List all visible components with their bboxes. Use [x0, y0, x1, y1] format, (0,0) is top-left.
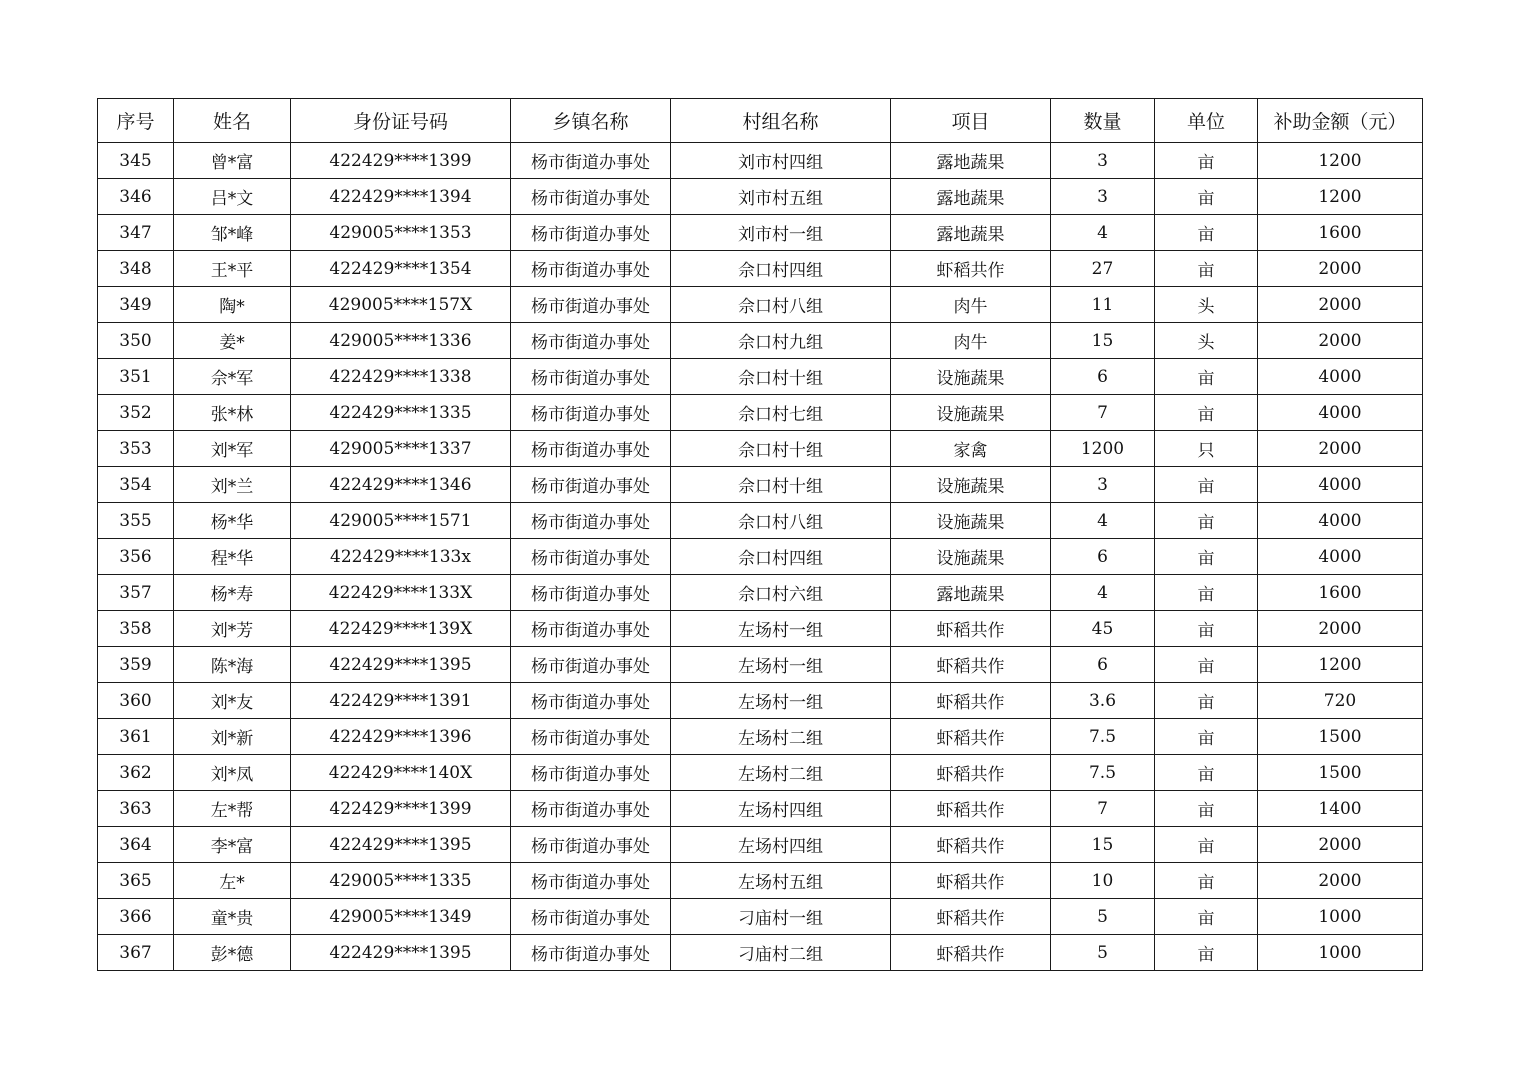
cell-unit: 亩 — [1155, 575, 1258, 611]
cell-subsidy-amount: 2000 — [1258, 287, 1423, 323]
table-row — [98, 179, 1423, 215]
cell-unit: 亩 — [1155, 215, 1258, 251]
cell-town: 杨市街道办事处 — [511, 539, 671, 575]
table-row — [98, 719, 1423, 755]
cell-subsidy-amount: 2000 — [1258, 431, 1423, 467]
cell-id-number: 422429****1354 — [291, 251, 511, 287]
cell-subsidy-amount: 4000 — [1258, 539, 1423, 575]
header-subsidy-amount: 补助金额（元） — [1258, 99, 1423, 143]
cell-village-group: 刘市村一组 — [671, 215, 891, 251]
cell-town: 杨市街道办事处 — [511, 251, 671, 287]
cell-id-number: 422429****133X — [291, 575, 511, 611]
cell-seq: 359 — [98, 647, 174, 683]
cell-village-group: 左场村一组 — [671, 647, 891, 683]
cell-name: 程*华 — [174, 539, 291, 575]
cell-village-group: 佘口村十组 — [671, 467, 891, 503]
cell-seq: 346 — [98, 179, 174, 215]
cell-project: 虾稻共作 — [891, 755, 1051, 791]
cell-id-number: 422429****1399 — [291, 791, 511, 827]
cell-subsidy-amount: 2000 — [1258, 251, 1423, 287]
cell-project: 虾稻共作 — [891, 935, 1051, 971]
table-row — [98, 251, 1423, 287]
cell-town: 杨市街道办事处 — [511, 215, 671, 251]
cell-id-number: 429005****1353 — [291, 215, 511, 251]
header-project: 项目 — [891, 99, 1051, 143]
cell-id-number: 429005****157X — [291, 287, 511, 323]
cell-name: 张*林 — [174, 395, 291, 431]
cell-town: 杨市街道办事处 — [511, 863, 671, 899]
cell-id-number: 429005****1337 — [291, 431, 511, 467]
cell-unit: 亩 — [1155, 899, 1258, 935]
cell-name: 王*平 — [174, 251, 291, 287]
table-row — [98, 755, 1423, 791]
cell-quantity: 11 — [1051, 287, 1155, 323]
cell-seq: 345 — [98, 143, 174, 179]
cell-project: 虾稻共作 — [891, 863, 1051, 899]
cell-quantity: 4 — [1051, 503, 1155, 539]
header-village-group: 村组名称 — [671, 99, 891, 143]
cell-unit: 亩 — [1155, 251, 1258, 287]
cell-town: 杨市街道办事处 — [511, 827, 671, 863]
cell-seq: 354 — [98, 467, 174, 503]
cell-project: 设施蔬果 — [891, 395, 1051, 431]
table-row — [98, 215, 1423, 251]
cell-id-number: 422429****1335 — [291, 395, 511, 431]
cell-seq: 366 — [98, 899, 174, 935]
cell-village-group: 左场村二组 — [671, 719, 891, 755]
cell-project: 露地蔬果 — [891, 179, 1051, 215]
table-row — [98, 827, 1423, 863]
cell-unit: 亩 — [1155, 359, 1258, 395]
cell-seq: 363 — [98, 791, 174, 827]
cell-subsidy-amount: 4000 — [1258, 503, 1423, 539]
cell-quantity: 27 — [1051, 251, 1155, 287]
cell-unit: 亩 — [1155, 755, 1258, 791]
cell-village-group: 佘口村八组 — [671, 287, 891, 323]
cell-unit: 亩 — [1155, 791, 1258, 827]
cell-id-number: 429005****1349 — [291, 899, 511, 935]
cell-seq: 352 — [98, 395, 174, 431]
cell-village-group: 佘口村四组 — [671, 539, 891, 575]
cell-town: 杨市街道办事处 — [511, 575, 671, 611]
cell-unit: 亩 — [1155, 395, 1258, 431]
cell-name: 刘*兰 — [174, 467, 291, 503]
cell-quantity: 1200 — [1051, 431, 1155, 467]
cell-seq: 353 — [98, 431, 174, 467]
cell-id-number: 422429****1399 — [291, 143, 511, 179]
cell-unit: 只 — [1155, 431, 1258, 467]
cell-project: 设施蔬果 — [891, 467, 1051, 503]
cell-name: 童*贵 — [174, 899, 291, 935]
header-seq: 序号 — [98, 99, 174, 143]
cell-name: 刘*友 — [174, 683, 291, 719]
cell-village-group: 左场村二组 — [671, 755, 891, 791]
cell-town: 杨市街道办事处 — [511, 899, 671, 935]
table-row — [98, 467, 1423, 503]
cell-unit: 亩 — [1155, 647, 1258, 683]
cell-unit: 亩 — [1155, 179, 1258, 215]
table-row — [98, 395, 1423, 431]
cell-quantity: 7.5 — [1051, 755, 1155, 791]
cell-name: 杨*华 — [174, 503, 291, 539]
cell-unit: 亩 — [1155, 683, 1258, 719]
cell-quantity: 3 — [1051, 467, 1155, 503]
table-row — [98, 575, 1423, 611]
cell-seq: 351 — [98, 359, 174, 395]
cell-unit: 亩 — [1155, 539, 1258, 575]
cell-town: 杨市街道办事处 — [511, 791, 671, 827]
cell-id-number: 422429****1338 — [291, 359, 511, 395]
cell-quantity: 6 — [1051, 539, 1155, 575]
cell-id-number: 422429****139X — [291, 611, 511, 647]
cell-name: 杨*寿 — [174, 575, 291, 611]
cell-seq: 361 — [98, 719, 174, 755]
cell-town: 杨市街道办事处 — [511, 323, 671, 359]
cell-unit: 头 — [1155, 287, 1258, 323]
cell-subsidy-amount: 1000 — [1258, 935, 1423, 971]
cell-id-number: 422429****1396 — [291, 719, 511, 755]
cell-id-number: 422429****1395 — [291, 647, 511, 683]
cell-village-group: 刘市村五组 — [671, 179, 891, 215]
cell-village-group: 左场村四组 — [671, 791, 891, 827]
cell-town: 杨市街道办事处 — [511, 719, 671, 755]
cell-subsidy-amount: 1600 — [1258, 215, 1423, 251]
cell-quantity: 6 — [1051, 647, 1155, 683]
header-unit: 单位 — [1155, 99, 1258, 143]
header-row — [98, 99, 1423, 143]
cell-id-number: 422429****1391 — [291, 683, 511, 719]
cell-project: 设施蔬果 — [891, 503, 1051, 539]
cell-quantity: 4 — [1051, 575, 1155, 611]
table-row — [98, 791, 1423, 827]
table-row — [98, 143, 1423, 179]
cell-seq: 364 — [98, 827, 174, 863]
cell-town: 杨市街道办事处 — [511, 647, 671, 683]
table-row — [98, 611, 1423, 647]
cell-name: 曾*富 — [174, 143, 291, 179]
cell-quantity: 3.6 — [1051, 683, 1155, 719]
cell-village-group: 佘口村四组 — [671, 251, 891, 287]
cell-subsidy-amount: 1200 — [1258, 179, 1423, 215]
cell-id-number: 429005****1571 — [291, 503, 511, 539]
cell-subsidy-amount: 1400 — [1258, 791, 1423, 827]
cell-id-number: 422429****1394 — [291, 179, 511, 215]
cell-project: 虾稻共作 — [891, 647, 1051, 683]
cell-quantity: 7 — [1051, 791, 1155, 827]
cell-seq: 358 — [98, 611, 174, 647]
cell-unit: 头 — [1155, 323, 1258, 359]
cell-village-group: 刁庙村一组 — [671, 899, 891, 935]
cell-id-number: 429005****1335 — [291, 863, 511, 899]
cell-seq: 357 — [98, 575, 174, 611]
cell-project: 家禽 — [891, 431, 1051, 467]
cell-name: 李*富 — [174, 827, 291, 863]
cell-subsidy-amount: 4000 — [1258, 467, 1423, 503]
header-quantity: 数量 — [1051, 99, 1155, 143]
cell-project: 虾稻共作 — [891, 827, 1051, 863]
cell-seq: 365 — [98, 863, 174, 899]
table-row — [98, 935, 1423, 971]
cell-id-number: 422429****1346 — [291, 467, 511, 503]
cell-town: 杨市街道办事处 — [511, 611, 671, 647]
cell-town: 杨市街道办事处 — [511, 755, 671, 791]
cell-town: 杨市街道办事处 — [511, 683, 671, 719]
cell-unit: 亩 — [1155, 719, 1258, 755]
cell-project: 露地蔬果 — [891, 143, 1051, 179]
cell-quantity: 3 — [1051, 143, 1155, 179]
cell-quantity: 10 — [1051, 863, 1155, 899]
cell-quantity: 4 — [1051, 215, 1155, 251]
cell-seq: 349 — [98, 287, 174, 323]
cell-project: 肉牛 — [891, 287, 1051, 323]
cell-subsidy-amount: 1000 — [1258, 899, 1423, 935]
cell-town: 杨市街道办事处 — [511, 143, 671, 179]
cell-project: 露地蔬果 — [891, 215, 1051, 251]
cell-town: 杨市街道办事处 — [511, 287, 671, 323]
cell-town: 杨市街道办事处 — [511, 467, 671, 503]
cell-name: 刘*新 — [174, 719, 291, 755]
table-row — [98, 647, 1423, 683]
cell-quantity: 3 — [1051, 179, 1155, 215]
cell-subsidy-amount: 4000 — [1258, 359, 1423, 395]
table-header — [98, 99, 1423, 143]
cell-project: 虾稻共作 — [891, 719, 1051, 755]
cell-village-group: 佘口村六组 — [671, 575, 891, 611]
cell-seq: 347 — [98, 215, 174, 251]
cell-id-number: 422429****1395 — [291, 827, 511, 863]
cell-project: 虾稻共作 — [891, 791, 1051, 827]
cell-village-group: 佘口村十组 — [671, 359, 891, 395]
cell-subsidy-amount: 1500 — [1258, 755, 1423, 791]
cell-town: 杨市街道办事处 — [511, 395, 671, 431]
cell-quantity: 45 — [1051, 611, 1155, 647]
header-town: 乡镇名称 — [511, 99, 671, 143]
table-row — [98, 899, 1423, 935]
cell-town: 杨市街道办事处 — [511, 935, 671, 971]
cell-unit: 亩 — [1155, 935, 1258, 971]
table-body — [98, 143, 1423, 971]
cell-village-group: 左场村一组 — [671, 611, 891, 647]
cell-project: 露地蔬果 — [891, 575, 1051, 611]
cell-name: 左* — [174, 863, 291, 899]
table-row — [98, 287, 1423, 323]
cell-subsidy-amount: 1200 — [1258, 647, 1423, 683]
cell-unit: 亩 — [1155, 467, 1258, 503]
cell-village-group: 左场村一组 — [671, 683, 891, 719]
cell-town: 杨市街道办事处 — [511, 359, 671, 395]
cell-quantity: 5 — [1051, 899, 1155, 935]
cell-subsidy-amount: 1600 — [1258, 575, 1423, 611]
cell-village-group: 佘口村九组 — [671, 323, 891, 359]
cell-quantity: 6 — [1051, 359, 1155, 395]
header-name: 姓名 — [174, 99, 291, 143]
cell-project: 虾稻共作 — [891, 251, 1051, 287]
cell-subsidy-amount: 1200 — [1258, 143, 1423, 179]
cell-quantity: 15 — [1051, 323, 1155, 359]
cell-subsidy-amount: 2000 — [1258, 827, 1423, 863]
cell-subsidy-amount: 2000 — [1258, 863, 1423, 899]
cell-project: 虾稻共作 — [891, 899, 1051, 935]
cell-village-group: 佘口村十组 — [671, 431, 891, 467]
cell-subsidy-amount: 720 — [1258, 683, 1423, 719]
cell-unit: 亩 — [1155, 611, 1258, 647]
table-row — [98, 683, 1423, 719]
cell-name: 刘*军 — [174, 431, 291, 467]
cell-village-group: 佘口村七组 — [671, 395, 891, 431]
cell-name: 刘*凤 — [174, 755, 291, 791]
cell-name: 吕*文 — [174, 179, 291, 215]
table-row — [98, 359, 1423, 395]
cell-id-number: 422429****133x — [291, 539, 511, 575]
table-row — [98, 503, 1423, 539]
cell-project: 肉牛 — [891, 323, 1051, 359]
cell-name: 刘*芳 — [174, 611, 291, 647]
cell-seq: 355 — [98, 503, 174, 539]
cell-village-group: 左场村五组 — [671, 863, 891, 899]
cell-unit: 亩 — [1155, 503, 1258, 539]
cell-seq: 348 — [98, 251, 174, 287]
cell-project: 设施蔬果 — [891, 539, 1051, 575]
cell-quantity: 7 — [1051, 395, 1155, 431]
cell-village-group: 刁庙村二组 — [671, 935, 891, 971]
header-id-number: 身份证号码 — [291, 99, 511, 143]
cell-name: 陈*海 — [174, 647, 291, 683]
cell-town: 杨市街道办事处 — [511, 503, 671, 539]
cell-seq: 367 — [98, 935, 174, 971]
cell-project: 虾稻共作 — [891, 611, 1051, 647]
table-row — [98, 323, 1423, 359]
cell-seq: 356 — [98, 539, 174, 575]
cell-subsidy-amount: 1500 — [1258, 719, 1423, 755]
cell-village-group: 佘口村八组 — [671, 503, 891, 539]
cell-town: 杨市街道办事处 — [511, 179, 671, 215]
cell-village-group: 刘市村四组 — [671, 143, 891, 179]
cell-name: 邹*峰 — [174, 215, 291, 251]
subsidy-table — [97, 98, 1423, 971]
cell-seq: 362 — [98, 755, 174, 791]
table-row — [98, 863, 1423, 899]
cell-name: 彭*德 — [174, 935, 291, 971]
cell-id-number: 422429****140X — [291, 755, 511, 791]
cell-name: 左*帮 — [174, 791, 291, 827]
cell-village-group: 左场村四组 — [671, 827, 891, 863]
cell-name: 佘*军 — [174, 359, 291, 395]
cell-subsidy-amount: 2000 — [1258, 611, 1423, 647]
cell-unit: 亩 — [1155, 863, 1258, 899]
cell-seq: 350 — [98, 323, 174, 359]
cell-project: 设施蔬果 — [891, 359, 1051, 395]
cell-quantity: 15 — [1051, 827, 1155, 863]
cell-name: 姜* — [174, 323, 291, 359]
cell-id-number: 422429****1395 — [291, 935, 511, 971]
cell-unit: 亩 — [1155, 827, 1258, 863]
cell-subsidy-amount: 4000 — [1258, 395, 1423, 431]
cell-name: 陶* — [174, 287, 291, 323]
cell-unit: 亩 — [1155, 143, 1258, 179]
table-row — [98, 431, 1423, 467]
cell-quantity: 7.5 — [1051, 719, 1155, 755]
cell-town: 杨市街道办事处 — [511, 431, 671, 467]
cell-subsidy-amount: 2000 — [1258, 323, 1423, 359]
cell-project: 虾稻共作 — [891, 683, 1051, 719]
cell-id-number: 429005****1336 — [291, 323, 511, 359]
cell-quantity: 5 — [1051, 935, 1155, 971]
cell-seq: 360 — [98, 683, 174, 719]
table-row — [98, 539, 1423, 575]
